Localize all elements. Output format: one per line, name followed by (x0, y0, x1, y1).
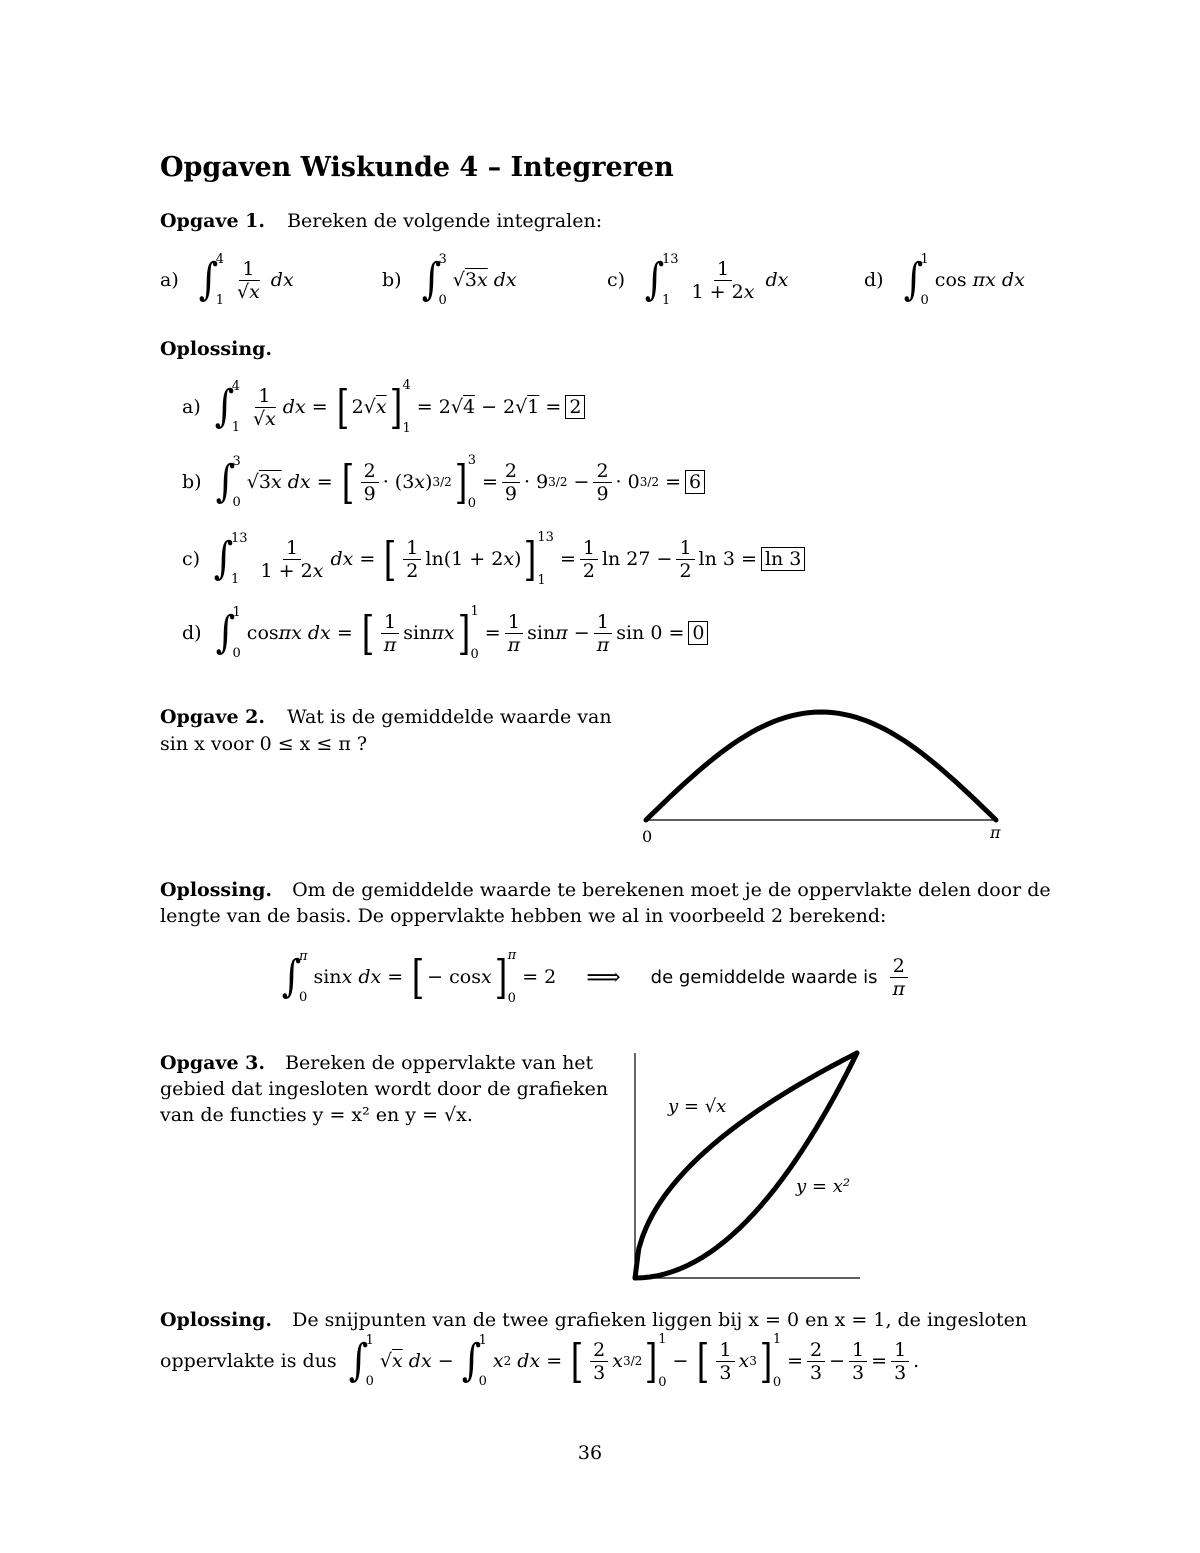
square-curve (635, 1053, 857, 1278)
answer-box: ln 3 (761, 547, 805, 571)
answer-box: 6 (685, 470, 705, 494)
label-square: y = x² (796, 1176, 851, 1197)
integral-limits: 3 0 (438, 252, 447, 308)
oplossing3-line1: Oplossing. De snijpunten van de twee grafieken liggen bij x = 0 en x = 1, de ingesloten (160, 1309, 1028, 1331)
opgave1-item-a: a) ∫ 4 1 $\frac{1}{√x}$ dx (160, 252, 294, 308)
sine-graph (630, 700, 1010, 850)
oplossing3-line2: oppervlakte is dus ∫ 1 0 √ x dx − ∫ 1 0 x 2 dx = [ $\frac{2}{3}$ x 3/2 ] 1 0 − [ $\frac{1}{3}$ x 3 ] 1 0 = $\frac{2}{3}$ − $\frac{1}{3}$ = $\frac{1}{3}$ . (160, 1332, 920, 1390)
item-label: c) (607, 269, 626, 291)
fraction: $\frac{1}{1 + 2x}$ (691, 257, 755, 303)
curves-graph (620, 1045, 880, 1290)
oplossing2-formula: ∫ π 0 sin x dx = [ − cos x ] π 0 = 2 ⟹ de gemiddelde waarde is $\frac{2}{\pi}$ (280, 948, 912, 1006)
opgave2-text1: Wat is de gemiddelde waarde van (287, 706, 612, 728)
solution-d: d) ∫ 1 0 cos πx dx = [ $\frac{1}{\pi}$ sin πx ] 1 0 = $\frac{1}{\pi}$ sin π − $\frac{1}{\pi}$ sin 0 = 0 (182, 604, 708, 662)
opgave1-item-c: c) ∫ 13 1 $\frac{1}{1 + 2x}$ dx (607, 252, 789, 308)
integral-limits: 1 0 (920, 252, 929, 308)
item-label: a) (160, 269, 179, 291)
opgave3-line2: gebied dat ingesloten wordt door de grafieken (160, 1078, 609, 1100)
solution-a: a) ∫ 4 1 $\frac{1}{√x}$ dx = [ 2√ x ] 4 1 = 2√ 4 − 2√ 1 = 2 (182, 378, 585, 436)
integral-sign: ∫ (421, 254, 441, 305)
opgave3-label: Opgave 3. (160, 1052, 266, 1074)
label-sqrt: y = √x (668, 1096, 727, 1117)
axis-label-zero: 0 (642, 827, 653, 846)
integral-limits: 13 1 (662, 252, 679, 308)
oplossing2-label: Oplossing. (160, 879, 273, 901)
conclusion-text: de gemiddelde waarde is (650, 966, 878, 988)
fraction: $\frac{1}{√x}$ (236, 257, 260, 303)
answer-box: 0 (688, 621, 708, 645)
integral-sign: ∫ (903, 254, 923, 305)
integral-sign: ∫ (198, 254, 218, 305)
integral-limits: 4 1 (215, 252, 224, 308)
solution-c: c) ∫ 13 1 $\frac{1}{1 + 2x}$ dx = [ $\frac{1}{2}$ ln(1 + 2 x ) ] 13 1 = $\frac{1}{2}$ ln 27 − $\frac{1}{2}$ ln 3 = ln 3 (182, 530, 805, 588)
opgave1-text: Bereken de volgende integralen: (287, 210, 603, 232)
item-label: b) (382, 269, 402, 291)
opgave1-item-b: b) ∫ 3 0 √3x dx (382, 252, 517, 308)
answer-box: 2 (565, 395, 585, 419)
page-number: 36 (577, 1442, 603, 1464)
oplossing1-label: Oplossing. (160, 338, 273, 360)
item-label: d) (864, 269, 884, 291)
opgave3-line1: Opgave 3. Bereken de oppervlakte van het (160, 1052, 594, 1074)
opgave2-label: Opgave 2. (160, 706, 266, 728)
sqrt-curve (635, 1053, 857, 1278)
oplossing2-line1: Oplossing. Om de gemiddelde waarde te berekenen moet je de oppervlakte delen door de (160, 879, 1051, 901)
oplossing3-label: Oplossing. (160, 1309, 273, 1331)
opgave1-label: Opgave 1. (160, 210, 266, 232)
integral-sign: ∫ (644, 254, 665, 305)
page-title: Opgaven Wiskunde 4 – Integreren (160, 152, 674, 183)
axis-label-pi: π (990, 823, 1001, 842)
opgave3-line3: van de functies y = x² en y = √x. (160, 1104, 473, 1126)
sine-curve (646, 712, 996, 820)
oplossing2-line2: lengte van de basis. De oppervlakte hebben we al in voorbeeld 2 berekend: (160, 905, 887, 927)
opgave2-line1 (160, 704, 612, 730)
solution-b: b) ∫ 3 0 √ 3x dx = [ $\frac{2}{9}$ · (3 x ) 3/2 ] 3 0 = $\frac{2}{9}$ · 9 3/2 − $\frac{2}{9}$ · 0 3/2 = 6 (182, 453, 705, 511)
opgave2-text2: sin x voor 0 ≤ x ≤ π ? (160, 733, 368, 755)
opgave1-item-d: d) ∫ 1 0 cos πx dx (864, 252, 1025, 308)
opgave1-heading (160, 208, 602, 234)
